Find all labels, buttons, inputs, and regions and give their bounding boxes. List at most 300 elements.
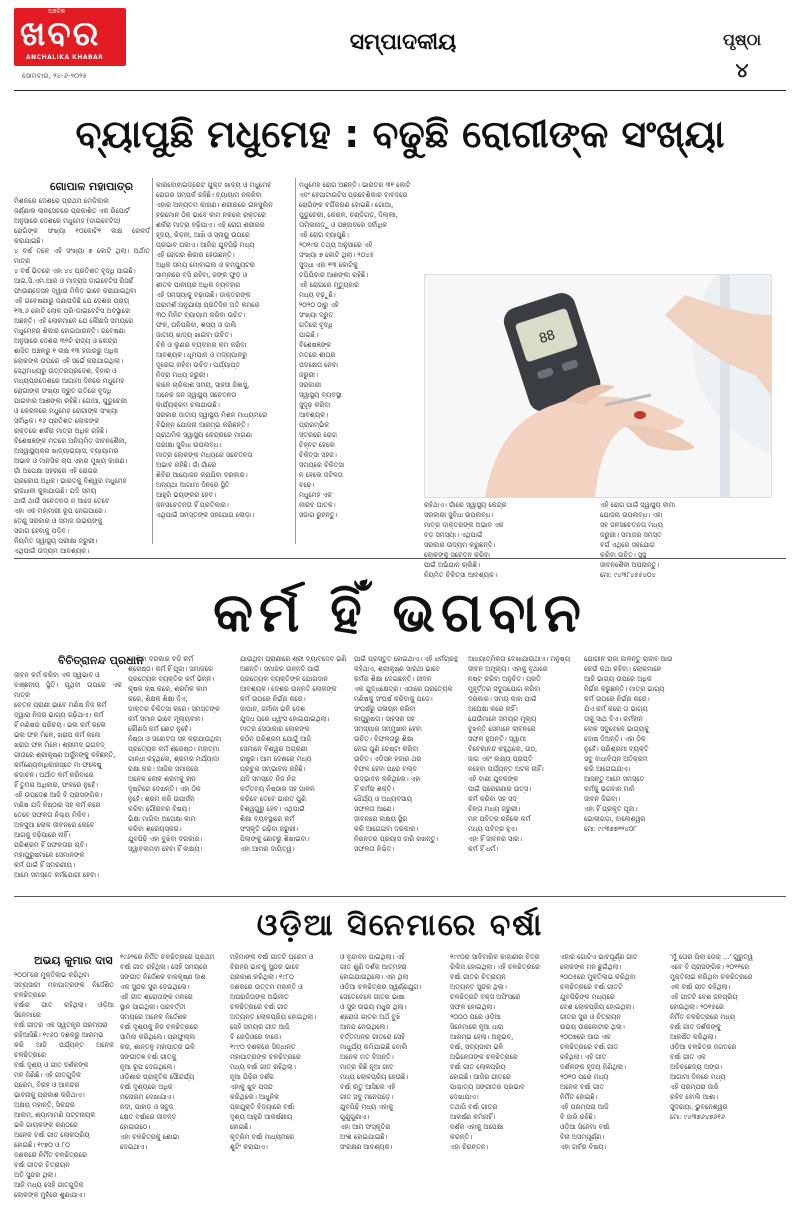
body-text-line: ଦୃଶ୍ୟ ଆହୁରି ଆକର୍ଷଣୀୟ — [230, 1113, 293, 1121]
body-text-line: କହିଥାଏ, ଶ୍ରୀକୃଷ୍ଣ ସାରଥୀ ଭାବେ — [354, 665, 440, 673]
body-text-line: ସମୟରେ ଅନେକ ନିର୍ଦ୍ଦେଶକ — [120, 1013, 187, 1021]
body-text-line: ବର୍ଷା ଗୀତ ରହିଥିଲା। ସେହି ସମୟରେ — [120, 963, 208, 971]
body-text-line: ବାଞ୍ଛନୀୟ ସ୍ଥିତି। ପୃଥିବୀ ଉପରେ ଏକ ମାତ୍ର — [14, 681, 122, 699]
body-text-line: ପ୍ରାରମ୍ଭିକ — [299, 421, 330, 429]
body-text-line: ହୋଇଉଠେ। — [120, 1123, 151, 1131]
body-text-line: ପରିଶ୍ରମ ହିଁ ସଫଳତାର ଚାବି। — [14, 841, 88, 849]
body-text-line: ବର୍ଷା ଦୃଶ୍ୟ ଓ ଗୀତ ଦର୍ଶକଙ୍କ — [14, 1061, 89, 1069]
body-text-line: ପରାମର୍ଶ ଅନୁଯାୟୀ ପ୍ରତିଦିନ ଅତି କମରେ — [156, 301, 260, 309]
body-text-line: କରିବା ଉଚିତ। ସୁସ୍ଥ — [600, 551, 647, 559]
body-text-line: ତେବେ ସଫଳତା ନିଶ୍ଚୟ ମିଳିବ। — [14, 811, 90, 819]
body-text-line: ଗତିରେ ବୃଦ୍ଧି — [299, 321, 333, 329]
body-text-line: ମିଶନରେ ଦେଶରେ ପ୍ରଥମ ମେଡିକାଲ — [14, 197, 110, 205]
article1-column-4 — [424, 500, 592, 579]
body-text-line: ତେଣୁ ସରକାର ଓ ସମାଜ ଉଭୟଙ୍କୁ — [14, 517, 103, 525]
article2-column-4 — [354, 654, 462, 886]
body-text-line: ଯିଏ କର୍ମ କରେ ତା ଭାଗ୍ୟ — [584, 705, 648, 713]
body-text-line: ପାଶ୍ଚାତ୍ୟ ସଙ୍ଗୀତର ପ୍ରଭାବ — [450, 1083, 525, 1091]
body-text-line: ପ୍ରତ୍ୟେକ ବ୍ୟକ୍ତିଙ୍କ ଯୋଗଦାନ — [240, 675, 329, 683]
body-text-line: ଅନେକ ମତ ଦିଅନ୍ତି। — [340, 1053, 394, 1061]
body-text-line: ରୋଗିଙ୍କ ବର୍ଗିକରଣ ହୋଇଛି। ଗୋଆ, — [299, 201, 394, 209]
body-text-line: ସଂଖ୍ୟା ୭ କୋଟି ଥିଲା। ୨୦୪୫ — [299, 251, 374, 259]
body-text-line: ଆଜି ମଧ୍ୟ ସେହି ଗୀତଗୁଡ଼ିକ — [14, 1181, 84, 1189]
body-text-line: ଜୀବନରେ ଲକ୍ଷ୍ୟ ସ୍ଥିର — [354, 815, 408, 823]
body-text-line: ମଣିଷ ଯଦି ନିଷ୍ଠାର ସହ କର୍ମ କରେ — [14, 801, 101, 809]
body-text-line: ଏହା ହିଁ ଜୀବନର ସାର। — [468, 835, 522, 843]
body-text-line: ୩୦ ମିନିଟ ବ୍ୟାୟାମ କରିବା ଉଚିତ। — [156, 311, 246, 319]
body-text-line: ଅବିଚ୍ଛେଦ୍ୟ ଅଙ୍ଗ। — [670, 1063, 723, 1071]
body-text-line: ଧୈର୍ଯ୍ୟ ଓ ଅଧ୍ୟବସାୟ — [354, 795, 413, 803]
body-text-line: ଆହୁରି ଭୟଙ୍କର ହେବ। — [156, 491, 216, 499]
body-text-line: କରି ଆଗେଇବା ଦରକାର। — [354, 825, 419, 833]
body-text-line: କୃଷକ ଚାଷ କରେ, ଶ୍ରମିକ କାମ — [128, 685, 208, 693]
body-text-line: ଏବେ ବି ପ୍ରାସଙ୍ଗିକ। ୨୦୧୧ରେ — [670, 963, 750, 971]
body-text-line: ଲୋକଙ୍କୁ ସଚେତନ କରିବା — [424, 551, 490, 559]
body-text-line: ଏହି ରୋଗ ବ୍ୟାପୁଛି। — [299, 231, 349, 239]
body-text-line: ଅଭିନେତାଙ୍କ ଚଳଚ୍ଚିତ୍ରରେ — [450, 1053, 518, 1061]
body-text-line: କୃତ୍ରିମ ବର୍ଷା ମାଧ୍ୟମରେ — [230, 1133, 295, 1141]
body-text-line: ରହିବ ବୋଲି ଆଶା। — [670, 1093, 719, 1101]
body-text-line: ବିଫଳ ହେବା ପରେ ବଲ୍ବ — [354, 765, 417, 773]
body-text-line: ମହାପୁରୁଷମାନେ ସେମାନଙ୍କ — [14, 851, 85, 859]
body-text-line: ଅଧିକ ସମୟ ମୋବାଇଲ ଓ କମ୍ପ୍ୟୁଟର — [156, 261, 255, 269]
body-text-line: ସରକାର ଜାତୀୟ ସ୍ୱାସ୍ଥ୍ୟ ମିଶନ ମାଧ୍ୟମରେ — [156, 411, 268, 419]
body-text-line: ମାତ୍ର ସେଠାକାର ଲୋକଙ୍କ — [240, 725, 310, 733]
body-text-line: ମୋ: ୯୪୩୮୪୫୫୪୦୪ — [600, 571, 656, 579]
body-text-line: ହିଁ କର୍ମର ଶକ୍ତି। — [354, 785, 395, 793]
body-text-line: କରିଥିଲେ। ଆଧୁନିକ — [230, 1093, 280, 1101]
body-text-line: ବୁଝନ୍ତି ସେମାନେ ଜୀବନରେ — [468, 725, 536, 733]
body-text-line: କର୍ମ ଉପରେ ନିର୍ଭର କରେ। — [240, 695, 306, 703]
body-text-line: ମଧୁମେହ ରୋଗ ଅଛନ୍ତି। ଭାରତର ୩୧ କୋଟି — [299, 181, 411, 189]
article3-column-3 — [230, 952, 334, 1206]
body-text-line: ରିଲିଜ ହୋଇଥିଲା। ଏହି ଚଳଚ୍ଚିତ୍ରରେ — [450, 963, 540, 971]
body-text-line: ସଂରକ୍ଷଣ ଆବଶ୍ୟକ। — [340, 1143, 393, 1151]
body-text-line: ଶୀତଳ ପାନୀୟର ଅଧିକ ବ୍ୟବହାର — [156, 281, 241, 289]
body-text-line: କଠିନ ପରିଶ୍ରମ ଯୋଗୁଁ ଆଜି — [240, 735, 312, 743]
glucometer-illustration — [425, 275, 771, 497]
body-text-line: ଆଗକୁ ବଢ଼ିପାରେ ନାହିଁ। — [14, 831, 71, 839]
article2-column-2 — [128, 654, 234, 886]
body-text-line: ଗୀତାରେ ଶ୍ରୀକୃଷ୍ଣ ଅର୍ଜୁନଙ୍କୁ କହିଛନ୍ତି, — [14, 751, 116, 759]
body-text-line: କେଉଁ କଥା କହିବା। ଲୋକମାନେ — [584, 665, 662, 673]
body-text-line: ଅଂଶ ହୋଇଯାଇଛି। — [340, 1133, 388, 1141]
body-text-line: ବେଶ ଲୋକପ୍ରିୟ ହୋଇଥିଲା। — [560, 1003, 635, 1011]
article2-headline: କର୍ମ ହିଁ ଭଗବାନ — [213, 581, 587, 644]
body-text-line: ୨୦୦୦ ପରେ ଓଡ଼ିଆ — [450, 1013, 501, 1021]
body-text-line: କର୍ମ ପାଇଁ ହିଁ ସ୍ମରଣୀୟ। — [14, 861, 75, 869]
body-text-line: ବର୍ଷା, ସବ୍ୟସାଚୀ ଭଳି — [450, 1043, 504, 1051]
body-text-line: ସଫଳ ହୋଇଥିଲା। — [450, 1003, 496, 1011]
body-text-line: ବିଭିନ୍ନ ଯୋଜନା ଆରମ୍ଭ କରିଛନ୍ତି। — [156, 421, 249, 429]
body-text-line: ମାଧୁର୍ଯ୍ୟ କମିଯାଇଛି ବୋଲି — [340, 1043, 408, 1051]
body-text-line: ମଧ୍ୟ ବର୍ଷା ଗୀତ ରହିଥିଲା। — [230, 1063, 296, 1071]
body-text-line: ଚେତନ ପ୍ରାଣୀ ଭାବେ ମଣିଷ ନିଜ କର୍ମ — [14, 701, 107, 709]
body-text-line: ଲୋକଙ୍କ ମନ ଛୁଇଁଥିଲା। — [560, 963, 622, 971]
body-text-line: ସଫଳ ହୁଅନ୍ତି। ସ୍ୱାମୀ — [468, 735, 526, 743]
body-text-line: ନଷ୍ଟ କରିବା ଅନୁଚିତ। ପ୍ରତି — [468, 675, 541, 683]
body-text-line: ବିଶେଷଜ୍ଞଙ୍କ — [299, 341, 332, 349]
body-text-line: ୨୦୦୭ରେ ଆଉ ଏକ — [560, 1033, 611, 1041]
body-text-line: ବର୍ଗ ଏଥିରେ ସହଯୋଗ — [600, 541, 655, 549]
body-text-line: ଲୋକଙ୍କ ଉପରେ ଏହି ସର୍ଭେ କରାଯାଇଥିଲା। — [14, 357, 123, 365]
body-text-line: ବିରହର ଭାବକୁ ସୁନ୍ଦର ଭାବେ — [230, 963, 300, 971]
body-text-line: ଅନ୍ୟଥା ଆଗାମୀ ଦିନରେ ସ୍ଥିତି — [156, 481, 230, 489]
body-text-line: ଚିନି ଓ ଲୁଣର ବ୍ୟବହାର କମ କରିବା — [156, 341, 247, 349]
body-text-line: ଏହି ଗୀତଟି ବେଶ ଜନପ୍ରିୟ — [670, 993, 738, 1001]
body-text-line: ଦେଖାଯାଏ। — [450, 1093, 479, 1101]
body-text-line: ଶ୍ରୋତା ଗୀତର ଅର୍ଥ ବୁଝି — [340, 1013, 401, 1021]
body-text-line: ଏକ ବର୍ଷା ଗୀତ ରହିଥିଲା। — [670, 983, 731, 991]
article3-column-2 — [120, 952, 224, 1206]
body-text-line: ସଂସ୍କୃତି ଗଢ଼ିବା ଜରୁରୀ। — [240, 825, 299, 833]
logo-top-text: ଅଞ୍ଚଳିକ — [48, 8, 66, 15]
body-text-line: ଗୀତ ସବୁ ମନେପଡ଼େ। — [340, 1093, 394, 1101]
body-text-line: କର, ଶାନ୍ତନୁ ମହାପାତ୍ର ଭଳି — [120, 1043, 195, 1051]
body-text-line: ମଣିଷକୁ ସଂଘର୍ଷ କରିବାକୁ ପଡ଼େ। — [354, 695, 433, 703]
body-text-line: ସଂଘର୍ଷରୁ ପଳାୟନ କରିବା — [354, 705, 416, 713]
body-text-line: ଓଡ଼ିଆ ଚଳଚ୍ଚିତ୍ର ଜଗତରେ — [670, 1043, 737, 1051]
body-text-line: ସରକାରୀ — [299, 381, 322, 389]
body-text-line: ମହାପାତ୍ରଙ୍କ ଚଳଚ୍ଚିତ୍ରରେ — [230, 1053, 301, 1061]
glucometer-photo — [424, 274, 772, 498]
body-text-line: ପ୍ରାଥମିକ ସ୍ୱାସ୍ଥ୍ୟ କେନ୍ଦ୍ରରେ ମାଗଣା — [156, 431, 253, 439]
body-text-line: କରିବେ ତେବେ ଭାରତ ପୁଣି — [240, 795, 307, 803]
body-text-line: କାଳେ ଚାରିକାଶ ସମୟ, ସାହସୀ ଜିଜ୍ଞାସୁ, — [156, 381, 250, 389]
body-text-line: ଏହି ସମସ୍ୟାକୁ ବଢ଼ାଉଛି। ଡାକ୍ତରଙ୍କ — [156, 291, 251, 299]
svg-text:88: 88 — [536, 326, 557, 347]
body-text-line: ଗୁଣୁଗୁଣାଏ। — [340, 1113, 370, 1121]
body-text-line: ୨୦୧୯ର ତଥ୍ୟ ଅନୁସାରେ ଏହି — [299, 241, 373, 249]
article1-column-3 — [299, 180, 419, 544]
body-text-line: ଶାସିତ ଅଞ୍ଚଳରୁ ୧ ଲକ୍ଷ ୧୩ ହଜାରରୁ ଅଧିକ — [14, 347, 119, 355]
body-text-line: ଆସନ୍ତୁ ଆମେ ସମସ୍ତେ — [584, 775, 645, 783]
body-text-line: ଜାପାନ, ଜର୍ମାନୀ ଭଳି ଦେଶ — [240, 705, 306, 713]
body-text-line: ଅତ୍ୟନ୍ତ ଲୋକପ୍ରିୟ ହୋଇଥିଲା। — [230, 1013, 317, 1021]
body-text-line: ଭୋଲାଗଡ଼ା, ବାଲେଶ୍ୱର — [584, 815, 646, 823]
body-text-line: ସେଥିମଧ୍ୟରୁ ଉତ୍ତରପ୍ରଦେଶ, ବିହାର ଓ — [14, 367, 117, 375]
body-text-line: ମନ ପବିତ୍ର ରହିଲେ କର୍ମ — [468, 815, 531, 823]
body-text-line: ୪ ବର୍ଷ ତଳେ ଏହି ସଂଖ୍ୟା ୭ କୋଟି ଥିଲା। ଅର୍ଥାତ ମାତ୍ର — [14, 247, 150, 265]
body-text-line: ଦରକାର। ସମୟ କାହା ପାଇଁ — [468, 695, 537, 703]
article2-column-1 — [14, 670, 122, 886]
body-text-line: ପରୀକ୍ଷା ସୁବିଧା ଉପଲବ୍ଧ। — [156, 441, 222, 449]
body-text-line: ନୀରବ ଘାତକ। — [299, 501, 336, 509]
article3-column-4 — [340, 952, 444, 1206]
body-text-line: ଆଧ୍ୟାତ୍ମିକତା ଦେଖାଯାଉଥାଏ। ମନୁଷ୍ୟ — [468, 655, 571, 663]
article3-column-7 — [670, 952, 786, 1206]
body-text-line: ଲୋକ ସବୁବେଳେ ଭାଗ୍ୟକୁ — [584, 725, 649, 733]
body-text-line: ଯୋଗୀନ ରାଜା ଜାଳନ୍ତୁ ରାଜୀବ ଆଉ — [584, 655, 673, 663]
body-text-line: ନୂଆ ପିଢ଼ିର ଦର୍ଶକ — [230, 1073, 274, 1081]
issue-date: ସୋମବାର, ୨୪-୬-୨୦୨୫ — [22, 72, 87, 80]
body-text-line: ବର୍ଷାର ଗୀତ ରହିଥିଲା। ଓଡ଼ିଆ ସିନେମାରେ — [14, 1001, 114, 1019]
body-text-line: ମୋ: ୯୪୩୭୬୪୭୬୧୬ — [670, 1113, 725, 1121]
body-text-line: ପଦକ୍ଷେପ ନେବା — [299, 361, 338, 369]
body-text-line: ହୋଇଛି। ଆଜିର ଗୀତରେ — [450, 1073, 511, 1081]
body-text-line: ଆକର୍ଷଣ କମିନାହିଁ। — [450, 1113, 496, 1121]
body-text-line: ନିର୍ମିତ ହୋଇଛି। — [560, 1093, 598, 1101]
section-title: ସମ୍ପାଦକୀୟ — [349, 30, 457, 55]
body-text-line: ରହିଥିଲା। ଏହି ଗୀତ — [560, 1053, 607, 1061]
body-text-line: କରିବା ଗୌରବର ବିଷୟ। — [128, 805, 191, 813]
body-text-line: ଆକର୍ଷିତ କରିଥିଲା। — [670, 1033, 717, 1041]
body-text-line: ଡାକ୍ତର ଚିକିତ୍ସା କରେ। ସମସ୍ତଙ୍କ — [128, 705, 221, 713]
body-text-line: ସଜାଗ ହେବାକୁ ପଡ଼ିବ। — [14, 527, 69, 535]
body-text-line: ଟପିଯିବାର ଆଶଙ୍କା ରହିଛି। — [299, 271, 369, 279]
body-text-line: ଭଳି ଗାୟକଙ୍କ କଣ୍ଠରେ — [14, 1121, 78, 1129]
body-text-line: ୧୯୬୨ରେ ନିର୍ମିତ ଚଳଚ୍ଚିତ୍ରରେ ପ୍ରଥମ — [120, 953, 215, 961]
body-text-line: ଏହା ହିଁ ପ୍ରକୃତ ପୂଜା। — [584, 805, 638, 813]
body-text-line: ଏକ ସୁନ୍ଦର ସୁର ଦେଇଥିଲେ। — [120, 983, 190, 991]
body-text-line: ଏହାର ଗୋଟିଏ ଭାବପୂର୍ଣ୍ଣ ଗୀତ — [560, 953, 638, 961]
body-text-line: ଏହି ପରମ୍ପରା ଜାରି — [670, 1083, 719, 1091]
body-text-line: ଦୋଷ ଦିଅନ୍ତି। ଏହା ଠିକ — [584, 735, 646, 743]
body-text-line: ପିଲାଙ୍କୁ ଛୋଟରୁ ଶିଖାଇବା। — [240, 835, 310, 843]
body-text-line: ହୃଦୟ, କିଡ଼ନୀ, ଆଖି ଓ ସ୍ନାୟୁ ଉପରେ — [156, 231, 250, 239]
body-text-line: ଅକ୍ଷୟ ମହାନ୍ତି, ସିକନ୍ଦର — [14, 1101, 75, 1109]
body-text-line: ବର୍ତ୍ତମାନର ଗୀତରେ ସେହି — [340, 1033, 406, 1041]
body-text-line: ସେମାନେ ବିଶ୍ୱର ଅଗ୍ରଣୀ — [240, 745, 308, 753]
body-text-line: କଦାଚନ। ଅର୍ଥାତ କର୍ମ କରିବାରେ — [14, 771, 94, 779]
body-text-line: ଓ ବୃନ୍ଦାବନ ପାଇଥିଲା। ଏହି — [340, 953, 405, 961]
body-text-line: ପ୍ରଯୁକ୍ତି ବିଦ୍ୟାରେ ବର୍ଷା — [230, 1103, 295, 1111]
body-text-line: ଖରାପ ଫଳ ମିଳେ। ଶ୍ରୀମଦ୍ ଭଗବଦ୍ — [14, 741, 105, 749]
body-text-line: ଅତି ସୁନ୍ଦର ଥିଲା। — [14, 1171, 57, 1179]
body-text-line: ଯାଉଥିବା ପ୍ରାଣୀରେ ଶ୍ରୀ ଦ୍ୟାବଦେବ ଭଣି — [240, 655, 347, 663]
body-text-line: ସଫଳତା ଆଣେ। — [354, 805, 395, 813]
body-text-line: ନିଦ୍ରା ମଧ୍ୟ ଜରୁରୀ। — [156, 371, 209, 379]
body-text-line: ନେଇ ପୁଣି ଚେଷ୍ଟା କରିବା — [354, 745, 419, 753]
body-text-line: କୌଣସି କର୍ମ ଛୋଟ ନୁହେଁ। — [128, 725, 192, 733]
body-text-line: ସମସ୍ୟାର ସମ୍ମୁଖୀନ ହେବା — [354, 725, 422, 733]
body-text-line: ଜୀବନ କର୍ମ କରିବା ଏକ ସ୍ୱଭାବ ଓ — [14, 671, 100, 679]
body-text-line: ରୋଗିଙ୍କ ସଂଖ୍ୟା ୧୦କୋଟି୧ ଲକ୍ଷ ରେକର୍ଡ କରାଯାଇଛି। — [14, 227, 150, 245]
body-text-line: ଉଦ୍ଭାବନ କରିଥିଲେ। ଏହା — [354, 775, 421, 783]
body-text-line: ଜୀବନ ଅମୂଲ୍ୟ। ଏହାକୁ ବୃଥାରେ — [468, 665, 548, 673]
body-text-line: ନହେବା ପର୍ଯ୍ୟନ୍ତ ଅଟକ ନାହିଁ। — [468, 765, 544, 773]
body-text-line: ନୁହେଁ। ପରିଶ୍ରମୀ ବ୍ୟକ୍ତି — [584, 745, 649, 753]
body-text-line: ନୂଆ ରୂପ ଦେଇଥିଲେ। — [120, 1063, 176, 1071]
body-text-line: ଜର୍ଣ୍ଣାଲ ଲାନସେଟରେ ପ୍ରକାଶିତ ଏକ ରିପୋର୍ଟ — [14, 207, 130, 215]
body-text-line: ଆବଶ୍ୟକ। — [299, 411, 329, 419]
body-text-line: ରକ୍ଷା କର। ଆଜିର ସମାଜରେ — [128, 765, 199, 773]
body-text-line: ଏହା ଆମର ଦାୟିତ୍ୱ। — [240, 845, 295, 853]
body-text-line: ଗାଁ ଅପେକ୍ଷା ସହରରେ ଏହି ରୋଗର — [14, 467, 98, 475]
body-text-line: ଉଚିତ। ଏଡିସନ ହଜାର ଥର — [354, 755, 422, 763]
body-text-line: ସାମ୍ନାରେ ବସି ରହିବା, ଜଙ୍କ ଫୁଡ଼ ଓ — [156, 271, 248, 279]
body-text-line: ଦୂରେଇ ରହିବା ଉଚିତ। ପର୍ଯ୍ୟାପ୍ତ — [156, 361, 241, 369]
body-text-line: ଜୀବନଶୈଳୀ ଅପନାନ୍ତୁ। — [600, 561, 660, 569]
body-text-line: ପାଇଁ ପ୍ରସ୍ତୁତ ହୋଇଥାଏ। ଏହି ଧର୍ମଗ୍ରନ୍ଥ — [354, 655, 459, 663]
body-text-line: ବି ରେଡ଼ିଓରେ ବାଜେ। — [230, 1033, 282, 1041]
body-text-line: ଦର୍ଶକ ଏହାକୁ ଅପେକ୍ଷା — [450, 1123, 504, 1131]
body-text-line: ସେତେବେଳେ ଗୀତର ଭାଷା — [340, 993, 405, 1001]
body-text-line: ହୋଇଛି। ୧୯୭୦ ଓ ୮୦ — [14, 1141, 70, 1149]
body-text-line: ଯୁବପିଢ଼ି ଏହା ବୁଝିବା ଦରକାର। — [128, 835, 203, 843]
body-text-line: ନିୟମିତ ସ୍ୱାସ୍ଥ୍ୟ ପରୀକ୍ଷା ଜରୁରୀ। — [14, 537, 98, 545]
body-text-line: ଯୁବପିଢ଼ିଙ୍କ ମଧ୍ୟରେ — [560, 993, 615, 1001]
body-text-line: ଗାନ୍ଧୀ କହୁଥିଲେ, ଶ୍ରମର ମର୍ଯ୍ୟାଦା — [128, 755, 220, 763]
body-text-line: ବି ଜାରି ରହିଛି। — [560, 1113, 596, 1121]
body-text-line: ୨୦୧୦ ପରେ ମଧ୍ୟ — [560, 1073, 609, 1081]
body-text-line: ଏକ ଯୁଦ୍ଧକ୍ଷେତ୍ର। ଏଠାରେ ପ୍ରତ୍ୟେକ — [354, 685, 453, 693]
body-text-line: ନିର୍ମିତ ଚଳଚ୍ଚିତ୍ରରେ ମଧ୍ୟ — [670, 1013, 736, 1021]
body-text-line: ନିୟମିତ ଚିକିତ୍ସା ଆବଶ୍ୟକ। — [424, 571, 497, 579]
body-text-line: ସବ୍ୟସାଚୀ ମହାପାତ୍ରଙ୍କ ନିର୍ଦ୍ଦେଶିତ ଚଳଚ୍ଚିତ୍ରରେ — [14, 981, 114, 999]
body-text-line: ଜାଗ ଏବଂ ଲକ୍ଷ୍ୟ ପ୍ରାପ୍ତି — [468, 755, 533, 763]
body-text-line: ଏଥିପାଇଁ ଉଦ୍ୟମ ଆବଶ୍ୟକ। — [14, 547, 90, 555]
body-text-line: ବିଶ୍ୱଗୁରୁ ହେବ। ଏଥିପାଇଁ — [240, 805, 305, 813]
body-text-line: ଚିନ୍ତା ମଧ୍ୟ ଜରୁରୀ। — [468, 805, 521, 813]
body-text-line: ଥାଉଁ ଥାଉଁ ସଚେତନତା ନ ଆସେ ତେବେ — [14, 497, 110, 505]
body-text-line: ଅନେକ ଲୋକ ଶ୍ରମକୁ ହୀନ — [128, 775, 196, 783]
body-text-line: ଅଛନ୍ତି। ଏହି ଲୋକମାନେ ଯେ କୌଣସି ସମୟରେ — [14, 317, 134, 325]
body-text-line: ଚଳଚ୍ଚିତ୍ରରେ ବର୍ଷା ଗୀତ — [230, 1003, 289, 1011]
body-text-line: ମନ ଜିଣିଛି। ଏହି ଗୀତଗୁଡ଼ିକ — [14, 1071, 81, 1079]
body-text-line: ଏହାର ଅନ୍ୟତମ କାରଣ। ଶରୀରରେ ଇନସୁଲିନ — [156, 201, 273, 209]
body-text-line: କରି ଆଗେଇଯାଏ। — [584, 765, 631, 773]
body-text-line: ତାମିଲନାଡ଼ୁ ଓ ପଞ୍ଜାବରେ ସର୍ବାଧିକ — [299, 221, 388, 229]
body-text-line: ବର୍ଷା ଗୀତର ଚିତ୍ରାୟନ — [14, 1161, 70, 1169]
body-text-line: ୧୩.୬ କୋଟି ଲୋକ ପ୍ରି-ଡାଇବେଟିସ ଅବସ୍ଥାରେ — [14, 307, 131, 315]
body-text-line: ସ୍ୱାବଲମ୍ବୀ ହେବା ହିଁ ଲକ୍ଷ୍ୟ। — [128, 845, 203, 853]
body-text-line: ଏହା ଚଳଚ୍ଚିତ୍ରକୁ ଶୋଭା — [120, 1133, 180, 1141]
body-text-line: ୨୦୨୦ ଠାରୁ ଏହି — [299, 301, 339, 309]
body-text-line: ନୁହେଁ। ଶ୍ରମ କରି ଉପାର୍ଜନ — [128, 795, 195, 803]
logo-subtitle: ANCHALIKA KHABAR — [26, 54, 104, 61]
body-text-line: ଅନେକ ବର୍ଷା ଗୀତ — [560, 1083, 605, 1091]
body-text-line: ଆଗାମୀ ଦିନରେ ମଧ୍ୟ — [670, 1073, 726, 1081]
article1-column-5 — [600, 500, 770, 579]
article3-column-6 — [560, 952, 664, 1206]
body-text-line: ଭାବନାକୁ ପ୍ରକାଶ କରିଥାଏ। — [14, 1091, 85, 1099]
body-text-line: ଚିକିତ୍ସା ସହଜ। — [299, 451, 337, 459]
body-text-line: ମଧ୍ୟପ୍ରଦେଶରେ ଆଗାମୀ ଦିନରେ ମଧୁମେହ — [14, 377, 125, 385]
body-text-line: ଅନୁସାରେ ଦେଶରେ ମଧୁମେହ (ଡାଇବେଟିସ) — [14, 217, 121, 225]
body-text-line: ଏହା ଚିରନ୍ତନ। — [450, 1143, 489, 1151]
body-text-line: ସରକାରୀ ସୁବିଧା ଉପଲବ୍ଧ। — [424, 511, 494, 519]
body-text-line: ଗୀତ ଶୁଣି ଦର୍ଶକ ଆତ୍ମହରା — [340, 963, 407, 971]
body-text-line: ନ ହେଲେ ଜଟିଳତା — [299, 471, 344, 479]
article2-column-3 — [240, 654, 348, 886]
body-text-line: ବର୍ଷା ଗୀତ ଲୋକପ୍ରିୟ — [450, 1063, 506, 1071]
body-text-line: ଦେଇଥାଏ। — [120, 1143, 148, 1151]
page-label: ପୃଷ୍ଠା — [722, 30, 762, 49]
page-number: ୪ — [735, 58, 749, 82]
body-text-line: ଦ୍ୱାରା ନିଜର ଭାଗ୍ୟ ଗଢ଼ିଥାଏ। କର୍ମ — [14, 711, 104, 719]
body-text-line: ହୋଇଛି। — [230, 1123, 252, 1131]
body-text-line: ଜରୁରୀ। ସମାଜର ସମସ୍ତ — [600, 531, 662, 539]
body-text-line: ଶ୍ରେଷ୍ଠ। କର୍ମ ହିଁ ପୂଜା। ସମାଜରେ — [128, 665, 214, 673]
article3-column-5 — [450, 952, 554, 1206]
body-text-line: ଉଚିତ। ବିଫଳତାରୁ ଶିକ୍ଷା — [354, 735, 414, 743]
body-text-line: ବର୍ଷା ଗୀତର ଚିତ୍ରାୟନ — [450, 973, 506, 981]
body-text-line: ବର୍ଷା ଗୀତର ଏକ ସ୍ୱତନ୍ତ୍ର ପରମ୍ପରା — [14, 1021, 108, 1029]
body-text-line: ହୋଇଯାଉଥିଲେ। ଏହା ଥିଲା — [340, 973, 409, 981]
body-text-line: ଭିକ୍ଷା ମାଗିବା ଅପେକ୍ଷା କାମ — [128, 815, 196, 823]
article2-byline: ବିଚିତ୍ରାନନ୍ଦ ପ୍ରଧାନ — [58, 654, 144, 667]
body-text-line: ଦେଖିବା ଦରକାର ବଡ଼ି କର୍ମ — [128, 655, 194, 663]
body-text-line: ଏହି ରୋଗ ପାଇଁ ସ୍ୱାସ୍ଥ୍ୟ ବୀମା — [600, 501, 676, 509]
body-text-line: ମାତ୍ର କିଛି ନୂଆ ଗୀତ — [340, 1063, 394, 1071]
body-text-line: ହିଁ ମଣିଷର ପରିଚୟ। ଭଲ କର୍ମ କଲେ — [14, 721, 106, 729]
body-text-line: ନିର୍ଭର କରୁଛନ୍ତି। ମାତ୍ର ଭାଗ୍ୟ — [584, 685, 665, 693]
body-text-line: ଜରୁରୀ। — [299, 371, 318, 379]
body-text-line: ଏହି ଗବେଷଣାରୁ ଜଣାପଡିଛି ଯେ ଦେଶର ପ୍ରାୟ — [14, 297, 130, 305]
body-text-line: ଆଇ.ସି.ଏମ.ଆର ଓ ମାଦ୍ରାସ ଡାଇବେଟିସ ରିସର୍ଚ୍ଚ — [14, 277, 134, 285]
body-text-line: ଯୋଜନା ଉପଲବ୍ଧ। ଏହା — [600, 511, 663, 519]
body-text-line: ଏହାକୁ ଖୁବ ପସନ୍ଦ — [230, 1083, 273, 1091]
body-text-line: ସିନେମାରେ ନୂଆ ଧାରା — [450, 1023, 504, 1031]
body-text-line: ବଢ଼େ। — [299, 481, 315, 489]
body-text-line: ଜାତୀୟ ଖାଦ୍ୟ ଖାଇବା ଉଚିତ। — [156, 331, 233, 339]
body-text-line: ରୋଗର ସମ୍ପର୍କ ରହିଛି। ବ୍ୟାୟାମ ନକରିବା — [156, 191, 262, 199]
body-text-line: ଅଭାବ ଓ ମାନସିକ ଚାପ ଏହାର ମୁଖ୍ୟ କାରଣ। — [14, 457, 128, 465]
body-text-line: ପ୍ରତ୍ୟେକ କର୍ମ ଶ୍ରେଷ୍ଠ। ମହାତ୍ମା — [128, 745, 220, 753]
body-text-line: ଶର୍କରା ମାତ୍ରା ବଢ଼ିଯାଏ। ଏହି ରୋଗ ଶରୀରର — [156, 221, 265, 229]
body-text-line: ସଂଖ୍ୟା ଦ୍ରୁତ — [299, 311, 334, 319]
body-text-line: ମୁହୂର୍ତ୍ତର ସଦୁପଯୋଗ କରିବା — [468, 685, 541, 693]
body-text-line: ମଧ୍ୟ ବଢ଼ୁଛି। — [299, 291, 336, 299]
body-text-line: କର୍ମ ହିଁ ଧର୍ମ। — [468, 845, 499, 853]
article2-divider — [14, 896, 786, 897]
body-text-line: ଏହି ଗୀତ ଶ୍ରୋତାଙ୍କ ମନରେ — [120, 993, 193, 1001]
body-text-line: ମନୋରମ ଦେଖାଯାଏ। — [120, 1093, 175, 1101]
body-text-line: ସଙ୍ଗୀତଜ୍ଞ ବର୍ଷା ଗୀତକୁ — [120, 1053, 177, 1061]
body-text-line: ଏହି ରୋଗର ଶିକାର ହେଉଛନ୍ତି। — [156, 251, 235, 259]
body-text-line: ଜନସଚେତନତା ହିଁ ପ୍ରତିକାର। — [156, 501, 229, 509]
body-text-line: ସବୁ ବାଧାବିଘ୍ନ ଅତିକ୍ରମ — [584, 755, 648, 763]
body-text-line: ୨୦୦୫ରେ ମୁକ୍ତିଲାଭ କରିଥିବା — [560, 973, 636, 981]
body-text-line: ଅପେକ୍ଷା କରେ ନାହିଁ। — [468, 705, 518, 713]
body-text-line: କର୍ମ ସମାନ ଭାବେ ମୂଲ୍ୟବାନ। — [128, 715, 204, 723]
body-text-line: ଦଶକରେ ନିର୍ମିତ ଚଳଚ୍ଚିତ୍ରରେ — [14, 1151, 87, 1159]
body-text-line: କର୍ମ କରିବା ସହ ସଦ୍ — [468, 795, 517, 803]
body-text-line: ପ୍ରତ୍ୟେକ ବ୍ୟକ୍ତିର କର୍ମ ଭିନ୍ନ। — [128, 675, 215, 683]
body-text-line: ଏହା ଗର୍ବର ବିଷୟ। — [560, 1143, 607, 1151]
body-text-line: ପାଇଁ ପ୍ରେରଣାର ଉତ୍ସ। — [468, 785, 532, 793]
body-text-line: ସ୍ୱାସ୍ଥ୍ୟ ବ୍ୟବସ୍ଥା — [299, 391, 342, 399]
body-text-line: ସଫଳତା ନିଶ୍ଚିତ। — [354, 845, 395, 853]
body-text-line: ଅପରାଜିତାଙ୍କ ଅଭିନୀତ — [230, 993, 289, 1001]
body-text-line: ଉଭୟ ଉଚ୍ଚକୋଟୀର ଥିଲା। — [560, 1023, 625, 1031]
masthead-divider — [14, 90, 786, 91]
body-text-line: ଶିବିର ଆୟୋଜନ କରାଯିବା ଦରକାର। — [156, 471, 248, 479]
body-text-line: ମୋ: ୯୯୩୭୭୨୨୪୦୮ — [584, 825, 637, 833]
body-text-line: ବର୍ଷା ଗୀତ ଦର୍ଶକଙ୍କୁ — [670, 1023, 721, 1031]
body-text-line: ଆଜି ଭାଗ୍ୟ ଉପରେ ଅଧିକ — [584, 675, 652, 683]
body-text-line: ବିବେକାନନ୍ଦ କହୁଥିଲେ, ଉଠ, — [468, 745, 538, 753]
body-text-line: ତାକୁ ସାଥ ଦିଏ। କର୍ମହୀନ — [584, 715, 643, 723]
body-text-line: ଜୀବନ ଜିଇବା। — [584, 795, 621, 803]
body-text-line: ଶୁଟିଂ କରାଯାଏ। — [230, 1143, 268, 1151]
body-text-line: ମୁକ୍ତିଲାଭ କରିଥିବା ଚଳଚ୍ଚିତ୍ରରେ — [670, 973, 753, 981]
body-text-line: ଦଶକରେ ଉତ୍ତମ ମହାନ୍ତି ଓ — [230, 983, 303, 991]
body-text-line: ଏହି ପରମ୍ପରା ଆଜି — [560, 1103, 609, 1111]
body-text-line: ସୁଦ୍ଧା ଏହା ୧୩ କୋଟିକୁ — [299, 261, 358, 269]
body-text-line: ମାତ୍ର ଡାକ୍ତରଙ୍କ ଅଭାବ ଏକ — [424, 521, 504, 529]
body-text-line: ନଦୀ, ପାହାଡ଼ ଓ ସବୁଜ — [120, 1103, 174, 1111]
body-text-line: କାର୍ଯ୍ୟକ୍ରମ ଚଳାଯାଉଛି। — [156, 401, 220, 409]
body-text-line: ମଧୁମେହ ଏକ — [299, 491, 333, 499]
body-text-line: ରକ୍ତରେ ଶର୍କରା ମାତ୍ରା ଅଧିକ ରହିଛି। — [14, 427, 108, 435]
body-text-line: ଏହା ଏକ ମହାମାରୀ ରୂପ ନେଇପାରେ। — [14, 507, 106, 515]
body-text-line: ୪ ବର୍ଷ ଭିତରେ ଏହା ୪୪ ପ୍ରତିଶତ ବୃଦ୍ଧି ପାଇଛି। — [14, 267, 136, 275]
body-text-line: ଏହା ଆମ ସଂସ୍କୃତିର — [340, 1123, 391, 1131]
body-text-line: ସ୍ଥାନ ପାଇଥିଲା। ପରବର୍ତ୍ତୀ — [120, 1003, 186, 1011]
body-text-line: ମତରେ ଶୀଘ୍ର — [299, 351, 336, 359]
